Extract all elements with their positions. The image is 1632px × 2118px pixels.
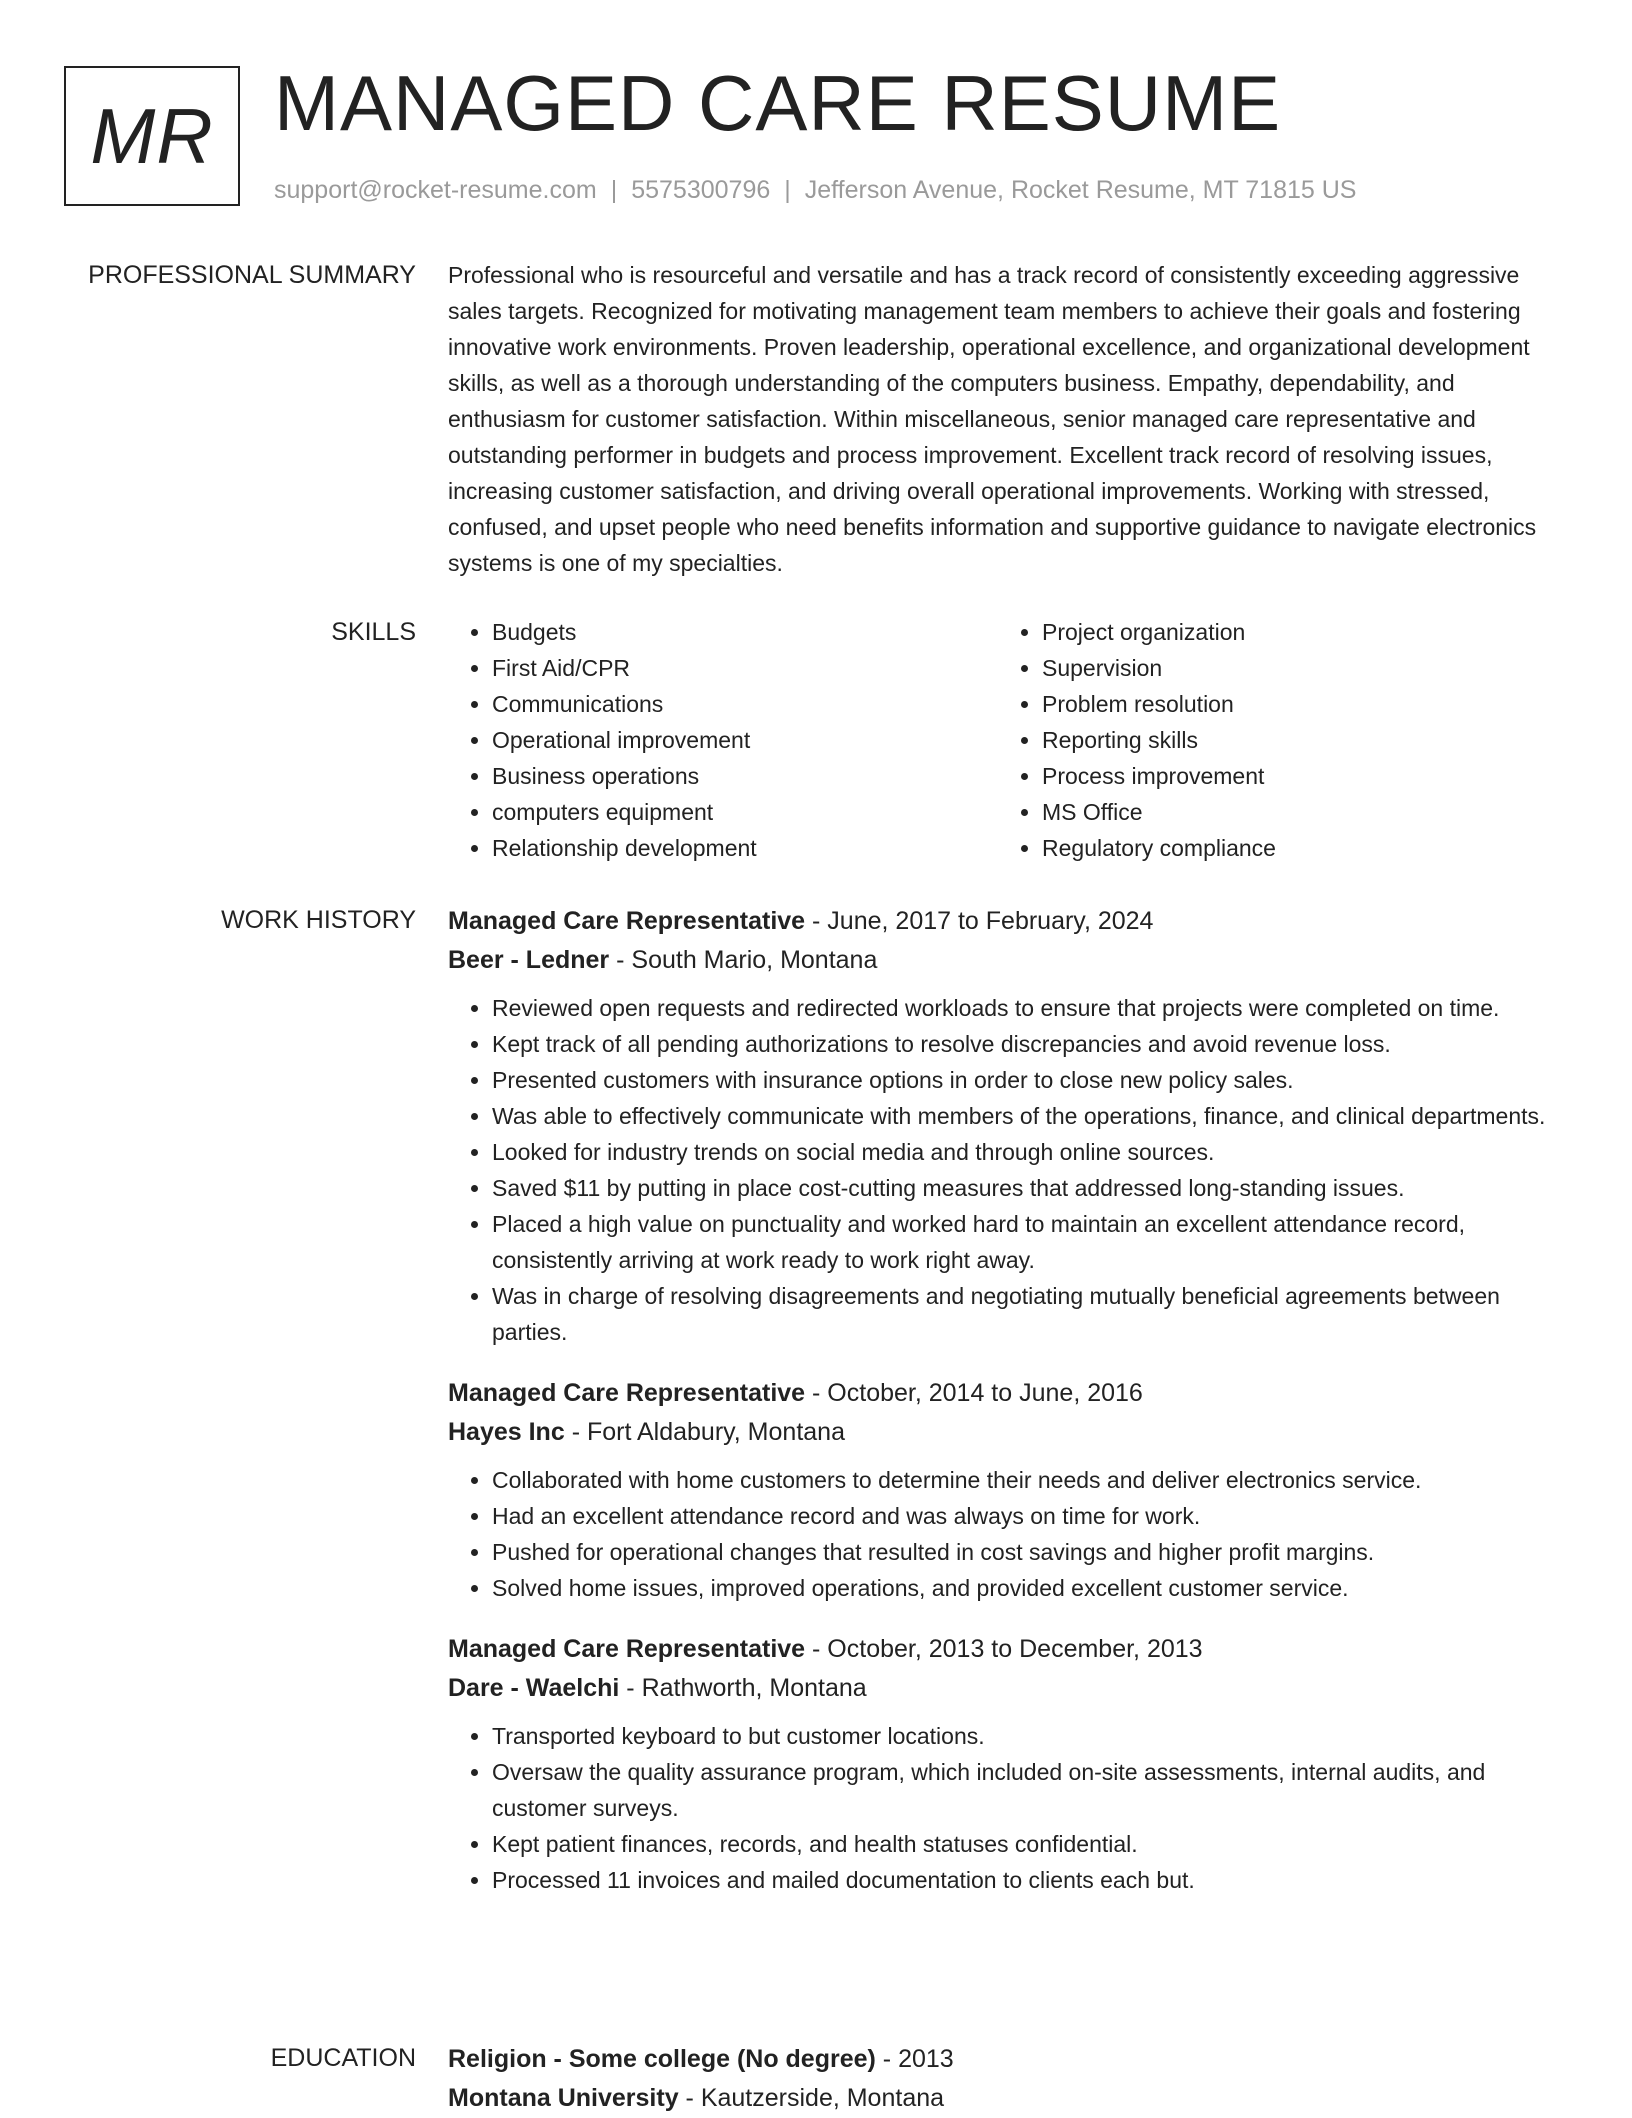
education-degree-line <box>448 2040 1568 2079</box>
job-bullets <box>448 990 1568 1350</box>
job-bullet: • Kept track of all pending authorizations to resolve discrepancies and avoid revenue loss. <box>492 1026 1568 1062</box>
skill-item: • First Aid/CPR <box>492 650 998 686</box>
job-bullet: • Presented customers with insurance options in order to close new policy sales. <box>492 1062 1568 1098</box>
job-location: - South Mario, Montana <box>609 946 878 974</box>
job-bullet: • Saved $11 by putting in place cost-cutting measures that addressed long-standing issues. <box>492 1170 1568 1206</box>
job-bullets <box>448 1718 1568 1898</box>
monogram-box <box>64 66 240 206</box>
monogram-initials: MR <box>90 91 214 180</box>
job-dates: - June, 2017 to February, 2024 <box>805 907 1154 935</box>
section-label-summary: PROFESSIONAL SUMMARY <box>88 261 416 289</box>
education-degree: Religion - Some college (No degree) <box>448 2045 876 2073</box>
summary-body <box>448 257 1568 581</box>
job-title: Managed Care Representative <box>448 1379 806 1407</box>
job-bullet: • Reviewed open requests and redirected workloads to ensure that projects were completed on time. <box>492 990 1568 1026</box>
contact-separator: | <box>784 176 791 204</box>
job-employer <box>448 1413 1568 1452</box>
section-label-education: EDUCATION <box>270 2044 416 2072</box>
job-bullet: • Kept patient finances, records, and health statuses confidential. <box>492 1826 1568 1862</box>
job-company: Dare - Waelchi <box>448 1674 620 1702</box>
skill-item: • MS Office <box>1042 794 1548 830</box>
job-employer <box>448 1669 1568 1708</box>
skill-item: • computers equipment <box>492 794 998 830</box>
job-header <box>448 1630 1568 1669</box>
contact-address: Jefferson Avenue, Rocket Resume, MT 71815 US <box>804 176 1357 204</box>
job-header <box>448 1374 1568 1413</box>
job-header <box>448 902 1568 941</box>
job-company: Hayes Inc <box>448 1418 565 1446</box>
skills-list-left <box>448 614 998 866</box>
education-school-line <box>448 2079 1568 2118</box>
education-year: - 2013 <box>875 2045 954 2073</box>
job-dates: - October, 2014 to June, 2016 <box>805 1379 1143 1407</box>
skill-item: • Project organization <box>1042 614 1548 650</box>
job-entry <box>448 902 1568 1350</box>
skills-list-right <box>998 614 1548 866</box>
job-title: Managed Care Representative <box>448 907 806 935</box>
skill-item: • Budgets <box>492 614 998 650</box>
skill-item: • Reporting skills <box>1042 722 1548 758</box>
skill-item: • Supervision <box>1042 650 1548 686</box>
education-school: Montana University <box>448 2084 679 2112</box>
job-bullet: • Processed 11 invoices and mailed documentation to clients each but. <box>492 1862 1568 1898</box>
skill-item: • Relationship development <box>492 830 998 866</box>
contact-separator: | <box>610 176 618 204</box>
education-body <box>448 2040 1568 2118</box>
education-location: - Kautzerside, Montana <box>678 2084 945 2112</box>
job-bullet: • Oversaw the quality assurance program, which included on-site assessments, internal audits, and customer surveys. <box>492 1754 1568 1826</box>
skill-item: • Business operations <box>492 758 998 794</box>
summary-text: Professional who is resourceful and versatile and has a track record of consistently exceeding aggressive sales targets. Recognized for motivating management team members to achieve their goals and fostering innovative work environments. Proven leadership, operational excellence, and organizational development skills, as well as a thorough understanding of the computers business. Empathy, dependability, and enthusiasm for customer satisfaction. Within miscellaneous, senior managed care representative and outstanding performer in budgets and process improvement. Excellent track record of resolving issues, increasing customer satisfaction, and driving overall operational improvements. Working with stressed, confused, and upset people who need benefits information and supportive guidance to navigate electronics systems is one of my specialties. <box>448 262 1537 576</box>
skill-item: • Operational improvement <box>492 722 998 758</box>
job-location: - Fort Aldabury, Montana <box>564 1418 845 1446</box>
job-bullets <box>448 1462 1568 1606</box>
job-title: Managed Care Representative <box>448 1635 806 1663</box>
job-employer <box>448 941 1568 980</box>
skill-item: • Communications <box>492 686 998 722</box>
job-entry <box>448 1374 1568 1606</box>
resume-title: MANAGED CARE RESUME <box>274 59 1282 147</box>
section-label-skills: SKILLS <box>331 618 416 646</box>
job-bullet: • Collaborated with home customers to determine their needs and deliver electronics service. <box>492 1462 1568 1498</box>
job-bullet: • Was able to effectively communicate with members of the operations, finance, and clinical departments. <box>492 1098 1568 1134</box>
job-bullet: • Pushed for operational changes that resulted in cost savings and higher profit margins. <box>492 1534 1568 1570</box>
job-bullet: • Solved home issues, improved operations, and provided excellent customer service. <box>492 1570 1568 1606</box>
job-bullet: • Looked for industry trends on social media and through online sources. <box>492 1134 1568 1170</box>
job-location: - Rathworth, Montana <box>619 1674 867 1702</box>
job-dates: - October, 2013 to December, 2013 <box>805 1635 1203 1663</box>
skill-item: • Regulatory compliance <box>1042 830 1548 866</box>
contact-line <box>274 175 1356 205</box>
job-bullet: • Had an excellent attendance record and was always on time for work. <box>492 1498 1568 1534</box>
job-entry <box>448 1630 1568 1898</box>
job-company: Beer - Ledner <box>448 946 610 974</box>
job-bullet: • Placed a high value on punctuality and worked hard to maintain an excellent attendance record, consistently arriving at work ready to work right away. <box>492 1206 1568 1278</box>
skills-body <box>448 614 1568 866</box>
section-label-work-history: WORK HISTORY <box>221 906 416 934</box>
skill-item: • Problem resolution <box>1042 686 1548 722</box>
work-history-body <box>448 902 1568 1922</box>
skill-item: • Process improvement <box>1042 758 1548 794</box>
contact-email: support@rocket-resume.com <box>274 176 597 204</box>
job-bullet: • Was in charge of resolving disagreements and negotiating mutually beneficial agreements between parties. <box>492 1278 1568 1350</box>
job-bullet: • Transported keyboard to but customer locations. <box>492 1718 1568 1754</box>
contact-phone: 5575300796 <box>631 176 771 204</box>
